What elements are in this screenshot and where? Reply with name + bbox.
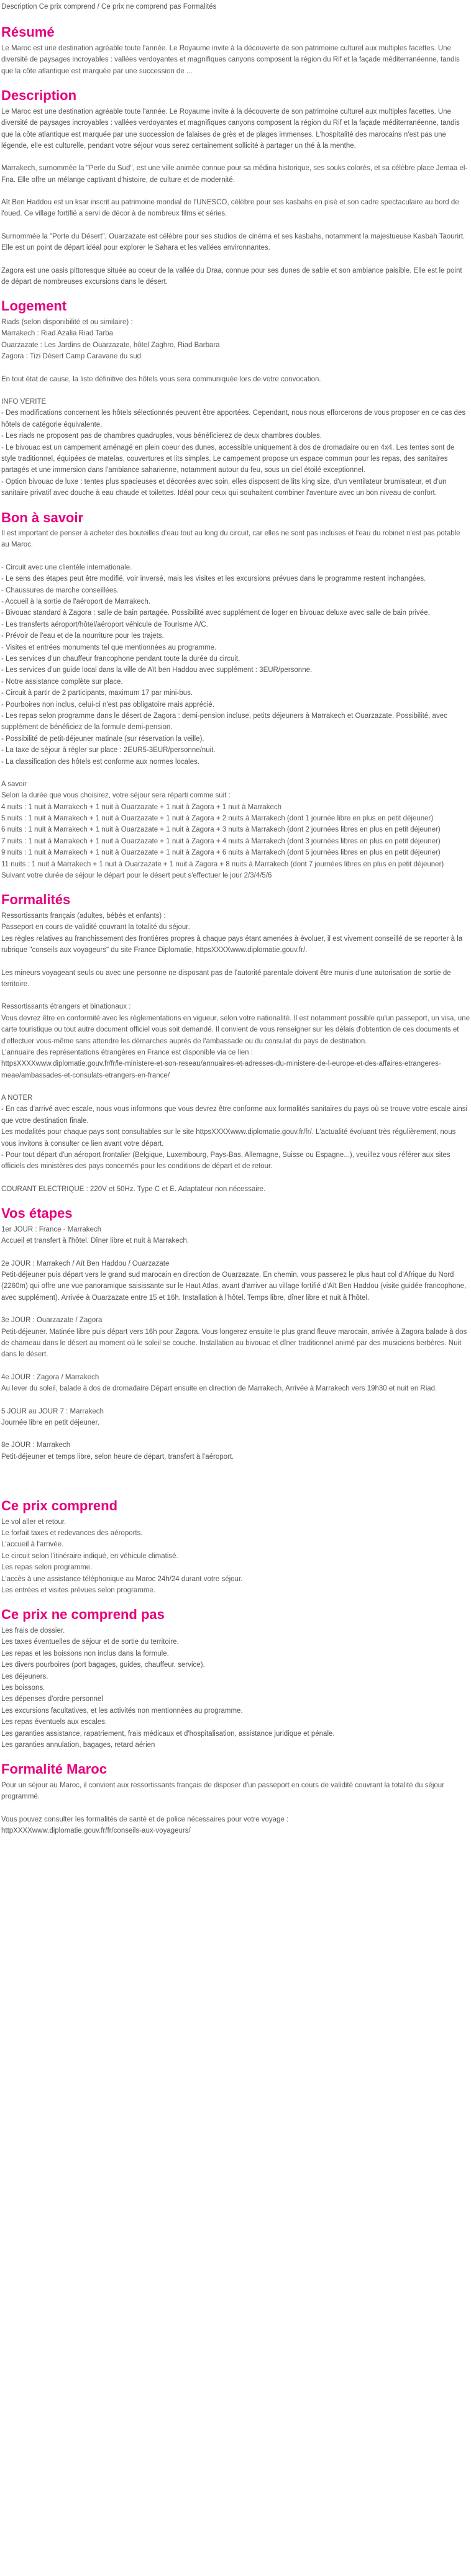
list-item: Les repas et les boissons non inclus dans la formule. <box>1 1649 169 1658</box>
list-item: Le forfait taxes et redevances des aéroports. <box>1 1530 143 1538</box>
durations-list <box>1 802 470 882</box>
day-title: 1er JOUR : France - Marrakech <box>1 1225 102 1233</box>
formalite-maroc-p2: Vous pouvez consulter les formalités de santé et de police nécessaires pour votre voyage : httpXXXXwww.diplomatie.gouv.fr/fr/conseils-aux-voyageurs/ <box>1 1815 289 1835</box>
logement-list <box>1 317 470 363</box>
list-item: - Les services d'un guide local dans la ville de Aït ben Haddou avec supplément : 3EUR/personne. <box>1 666 313 674</box>
section-bon-a-savoir <box>1 509 470 882</box>
list-item: - Accueil à la sortie de l'aéroport de Marrakech. <box>1 598 150 606</box>
day-title: 4e JOUR : Zagora / Marrakech <box>1 1373 99 1381</box>
a-savoir-title: A savoir <box>1 780 27 788</box>
duration-line: 7 nuits : 1 nuit à Marrakech + 1 nuit à Ouarzazate + 1 nuit à Zagora + 4 nuits à Marrakech (dont 3 journées libres en plus en petit déjeuner) <box>1 837 441 845</box>
section-resume <box>1 24 470 77</box>
formalites-p4: A NOTER - En cas d'arrivé avec escale, nous vous informons que vous devrez être conforme aux formalités sanitaires du pays où se trouve votre escale ainsi que votre destination finale. Les modalités pour chaque pays sont consultables sur le site httpsXXXXwww.diplomatie.gouv.fr/fr/. L'actualité évoluant très régulièrement, nous vous invitons à consulter ce lien avant votre départ. - Pour tout départ d'un aéroport frontalier (Belgique, Luxembourg, Pays-Bas, Allemagne, Suisse ou Espagne...), veuillez vous référer aux sites officiels des ministères des pays concernés pour les conditions de départ et de retour. <box>1 1094 468 1171</box>
section-formalites <box>1 891 470 1195</box>
day-text: Accueil et transfert à l'hôtel. Dîner libre et nuit à Marrakech. <box>1 1237 189 1245</box>
logement-line: Marrakech : Riad Azalia Riad Tarba <box>1 330 114 338</box>
day-text: Journée libre en petit déjeuner. <box>1 1418 99 1426</box>
resume-title: Résumé <box>1 24 55 40</box>
list-item: - Les services d'un chauffeur francophone pendant toute la durée du circuit. <box>1 655 240 663</box>
day-title: 8e JOUR : Marrakech <box>1 1441 71 1449</box>
list-item: Les garanties assistance, rapatriement, frais médicaux et d'hospitalisation, assistance juridique et pénale. <box>1 1730 335 1738</box>
duration-line: 9 nuits : 1 nuit à Marrakech + 1 nuit à Ouarzazate + 1 nuit à Zagora + 6 nuits à Marrakech (dont 5 journées libres en plus en petit déjeuner) <box>1 849 441 857</box>
list-item: - Chaussures de marche conseillées. <box>1 586 119 594</box>
list-item: - Circuit à partir de 2 participants, maximum 17 par mini-bus. <box>1 689 193 697</box>
list-item: Les divers pourboires (port bagages, guides, chauffeur, service). <box>1 1661 205 1669</box>
list-item: - Prévoir de l'eau et de la nourriture pour les trajets. <box>1 632 164 640</box>
section-formalite-maroc <box>1 1761 470 1836</box>
day-title: 2e JOUR : Marrakech / Aït Ben Haddou / Ouarzazate <box>1 1259 170 1268</box>
tab-bar[interactable]: Description Ce prix comprend / Ce prix ne comprend pas Formalités <box>1 3 217 11</box>
list-item: - La taxe de séjour à régler sur place : 2EUR5-3EUR/personne/nuit. <box>1 746 216 755</box>
formalites-p1: Ressortissants français (adultes, bébés et enfants) : Passeport en cours de validité couvrant la totalité du séjour. Les règles relatives au franchissement des frontières propres à chaque pays étant amenées à évoluer, il est vivement conseillé de se reporter à la rubrique "conseils aux voyageurs" du site France Diplomatie, httpsXXXXwww.diplomatie.gouv.fr/. <box>1 912 463 955</box>
duration-line: 5 nuits : 1 nuit à Marrakech + 1 nuit à Ouarzazate + 1 nuit à Zagora + 2 nuits à Marrakech (dont 1 journée libre en plus en petit déjeuner) <box>1 815 434 823</box>
formalites-title: Formalités <box>1 892 71 908</box>
logement-note: En tout état de cause, la liste définitive des hôtels vous sera communiquée lors de votre convocation. <box>1 375 321 383</box>
list-item: L'accueil à l'arrivée. <box>1 1541 64 1549</box>
list-item: L'accès à une assistance téléphonique au Maroc 24h/24 durant votre séjour. <box>1 1575 243 1583</box>
day-title: 5 JOUR au JOUR 7 : Marrakech <box>1 1407 104 1415</box>
formalite-maroc-title: Formalité Maroc <box>1 1761 107 1777</box>
etapes-title: Vos étapes <box>1 1205 73 1222</box>
day-text: Petit-déjeuner puis départ vers le grand sud marocain en direction de Ouarzazate. En chemin, vous passerez le plus haut col d'Afrique du Nord (2260m) qui offre une vue panoramique saisissante sur le Haut Atlas, avant d'arriver au village fortifié d'Aït Ben Haddou (visite guidée francophone, avec supplément). Arrivée à Ouarzazate entre 15 et 16h. Installation à l'hôtel. Temps libre, dîner libre et nuit à l'hôtel. <box>1 1271 467 1302</box>
section-description <box>1 87 470 288</box>
logement-line: Zagora : Tizi Désert Camp Caravane du sud <box>1 353 141 361</box>
day-title: 3e JOUR : Ouarzazate / Zagora <box>1 1317 103 1325</box>
list-item: Le vol aller et retour. <box>1 1518 66 1526</box>
ne-comprend-list <box>1 1625 470 1751</box>
info-line: - Option bivouac de luxe : tentes plus spacieuses et décorées avec soin, elles disposent de lits king size, d'un ventilateur brumisateur, et d'un sanitaire privatif avec douche à eau chaude et toilettes. Idéal pour ceux qui souhaitent combiner l'aventure avec un bon niveau de confort. <box>1 478 447 497</box>
logement-line: Ouarzazate : Les Jardins de Ouarzazate, hôtel Zaghro, Riad Barbara <box>1 341 220 349</box>
duration-line: 4 nuits : 1 nuit à Marrakech + 1 nuit à Ouarzazate + 1 nuit à Zagora + 1 nuit à Marrakech <box>1 803 281 811</box>
formalites-p2: Les mineurs voyageant seuls ou avec une personne ne disposant pas de l'autorité parentale doivent être munis d'une autorisation de sortie de territoire. <box>1 969 451 988</box>
list-item: Les frais de dossier. <box>1 1626 65 1635</box>
list-item: Les garanties annulation, bagages, retard aérien <box>1 1741 155 1749</box>
list-item: - Notre assistance complète sur place. <box>1 678 123 686</box>
duration-line: Suivant votre durée de séjour le départ pour le désert peut s'effectuer le jour 2/3/4/5/6 <box>1 872 272 880</box>
info-line: - Les riads ne proposent pas de chambres quadruples, vous bénéficierez de deux chambres doubles. <box>1 432 322 440</box>
a-savoir-intro: Selon la durée que vous choisirez, votre séjour sera réparti comme suit : <box>1 792 231 800</box>
list-item: Les dépenses d'ordre personnel <box>1 1695 103 1703</box>
section-ne-comprend <box>1 1606 470 1751</box>
list-item: - Les transferts aéroport/hôtel/aéroport véhicule de Tourisme A/C. <box>1 620 208 628</box>
resume-text: Le Maroc est une destination agréable toute l'année. Le Royaume invite à la découverte de son patrimoine culturel aux multiples facettes. Une diversité de paysages incroyables : vallées verdoyantes et magnifiques canyons composent la région du Rif et la façade méditerranéenne, tandis que la côte atlantique est marquée par une succession de ... <box>1 44 460 75</box>
day-text: Petit-déjeuner et temps libre, selon heure de départ, transfert à l'aéroport. <box>1 1453 234 1461</box>
list-item: Les boissons. <box>1 1684 45 1692</box>
duration-line: 11 nuits : 1 nuit à Marrakech + 1 nuit à Ouarzazate + 1 nuit à Zagora + 8 nuits à Marrakech (dont 7 journées libres en plus en petit déjeuner) <box>1 860 444 868</box>
list-item: - Le sens des étapes peut être modifié, voir inversé, mais les visites et les excursions prévues dans le programme restent inchangées. <box>1 575 426 583</box>
list-item: - Les repas selon programme dans le désert de Zagora : demi-pension incluse, petits déjeuners à Marrakech et Ouarzazate. Possibilité, avec supplément de bénéficiez de la formule demi-pension. <box>1 712 447 732</box>
info-line: - Le bivouac est un campement aménagé en plein coeur des dunes, accessible uniquement à dos de dromadaire ou en 4x4. Les tentes sont de style traditionnel, équipées de matelas, couvertures et lits simples. Le campement propose un espace commun pour les repas, des sanitaires partagés et une immersion dans l'ambiance saharienne, notamment autour du feu, sous un ciel étoilé exceptionnel. <box>1 443 455 474</box>
comprend-list <box>1 1517 470 1597</box>
logement-line: Riads (selon disponibilité et ou similaire) : <box>1 319 133 327</box>
bon-a-savoir-list <box>1 562 470 768</box>
duration-line: 6 nuits : 1 nuit à Marrakech + 1 nuit à Ouarzazate + 1 nuit à Zagora + 3 nuits à Marrakech (dont 2 journées libres en plus en petit déjeuner) <box>1 826 441 834</box>
list-item: - Possibilité de petit-déjeuner matinale (sur réservation la veille). <box>1 735 204 743</box>
description-paragraph: Marrakech, surnommée la "Perle du Sud", est une ville animée connue pour sa médina historique, ses souks colorés, et sa célèbre place Jemaa el-Fna. Elle offre un mélange captivant d'histoire, de culture et de modernité. <box>1 165 468 184</box>
day-text: Petit-déjeuner. Matinée libre puis départ vers 16h pour Zagora. Vous longerez ensuite le plus grand fleuve marocain, arrivée à Zagora balade à dos de chameau dans le désert au moment où le soleil se couche. Installation au bivouac et dîner traditionnel animé par des musiciens berbères. Nuit dans le désert. <box>1 1328 467 1359</box>
section-etapes <box>1 1205 470 1463</box>
list-item: Les taxes éventuelles de séjour et de sortie du territoire. <box>1 1638 179 1646</box>
list-item: Les repas éventuels aux escales. <box>1 1718 107 1726</box>
list-item: Les entrées et visites prévues selon programme. <box>1 1587 156 1594</box>
list-item: - Circuit avec une clientèle internationale. <box>1 563 132 571</box>
formalites-p3: Ressortissants étrangers et binationaux : Vous devrez être en conformité avec les réglementations en vigueur, selon votre nationalité. Il est notamment possible qu'un passeport, un visa, une carte touristique ou tout autre document officiel vous soit demandé. Il convient de vous renseigner sur les délais d'obtention de ces documents et d'effectuer vous-même sans attendre les démarches auprès de l'ambassade ou du consulat du pays de destination. L'annuaire des représentations étrangères en France est disponible via ce lien : httpsXXXXwww.diplomatie.gouv.fr/fr/le-ministere-et-son-reseau/annuaires-et-adresses-du-ministere-de-l-europe-et-des-affaires-etrangeres-meae/ambassades-et-consulats-etrangers-en-france/ <box>1 1003 470 1079</box>
description-paragraph: Zagora est une oasis pittoresque située au coeur de la vallée du Draa, connue pour ses dunes de sable et son ambiance paisible. Elle est le point de départ de nombreuses excursions dans le désert. <box>1 266 462 286</box>
list-item: - Pourboires non inclus, celui-ci n'est pas obligatoire mais apprécié. <box>1 701 214 709</box>
list-item: Les excursions facultatives, et les activités non mentionnées au programme. <box>1 1707 243 1715</box>
logement-title: Logement <box>1 298 67 314</box>
info-line: - Des modifications concernent les hôtels sélectionnés peuvent être apportées. Cependant, nous nous efforcerons de vous proposer en ce cas des hôtels de catégorie équivalente. <box>1 409 466 429</box>
day-text: Au lever du soleil, balade à dos de dromadaire Départ ensuite en direction de Marrakech, Arrivée à Marrakech vers 19h30 et nuit en Riad. <box>1 1385 437 1393</box>
formalite-maroc-p1: Pour un séjour au Maroc, il convient aux ressortissants français de disposer d'un passeport en cours de validité couvrant la totalité du séjour programmé. <box>1 1781 445 1801</box>
bon-a-savoir-title: Bon à savoir <box>1 509 84 525</box>
info-verite-title: INFO VERITE <box>1 397 47 406</box>
list-item: - Bivouac standard à Zagora : salle de bain partagée. Possibilité avec supplément de loger en bivouac deluxe avec salle de bain privée. <box>1 609 430 617</box>
ne-comprend-title: Ce prix ne comprend pas <box>1 1607 165 1623</box>
description-paragraph: Surnommée la "Porte du Désert", Ouarzazate est célèbre pour ses studios de cinéma et ses kasbahs, notamment la majestueuse Kasbah Taourirt. Elle est un point de départ idéal pour explorer le Sahara et les vallées environnantes. <box>1 232 465 252</box>
list-item: - Visites et entrées monuments tel que mentionnées au programme. <box>1 643 217 651</box>
list-item: - La classification des hôtels est conforme aux normes locales. <box>1 758 199 766</box>
info-verite-list <box>1 407 470 499</box>
section-comprend <box>1 1497 470 1596</box>
list-item: Le circuit selon l'itinéraire indiqué, en véhicule climatisé. <box>1 1552 178 1560</box>
comprend-title: Ce prix comprend <box>1 1498 118 1514</box>
description-paragraph: Le Maroc est une destination agréable toute l'année. Le Royaume invite à la découverte de son patrimoine culturel aux multiples facettes. Une diversité de paysages incroyables : vallées verdoyantes et magnifiques canyons composent la région du Rif et la façade méditerranéenne, tandis que la côte atlantique est marquée par une succession de falaises de grès et de plages immenses. L'hospitalité des marocains n'est pas une légende, elle est culturelle, pendant votre séjour vous serez certainement sollicité à partager un thé à la menthe. <box>1 107 460 150</box>
list-item: Les repas selon programme. <box>1 1564 93 1572</box>
description-title: Description <box>1 88 77 104</box>
formalites-p5: COURANT ELECTRIQUE : 220V et 50Hz. Type C et E. Adaptateur non nécessaire. <box>1 1185 266 1193</box>
bon-a-savoir-intro: Il est important de penser à acheter des bouteilles d'eau tout au long du circuit, car elles ne sont pas incluses et l'eau du robinet n'est pas potable au Maroc. <box>1 530 460 549</box>
list-item: Les déjeuners. <box>1 1672 48 1680</box>
description-paragraph: Aït Ben Haddou est un ksar inscrit au patrimoine mondial de l'UNESCO, célèbre pour ses kasbahs en pisé et son cadre spectaculaire au bord de l'oued. Ce village fortifié a servi de décor à de nombreux films et séries. <box>1 199 459 218</box>
section-logement <box>1 297 470 499</box>
